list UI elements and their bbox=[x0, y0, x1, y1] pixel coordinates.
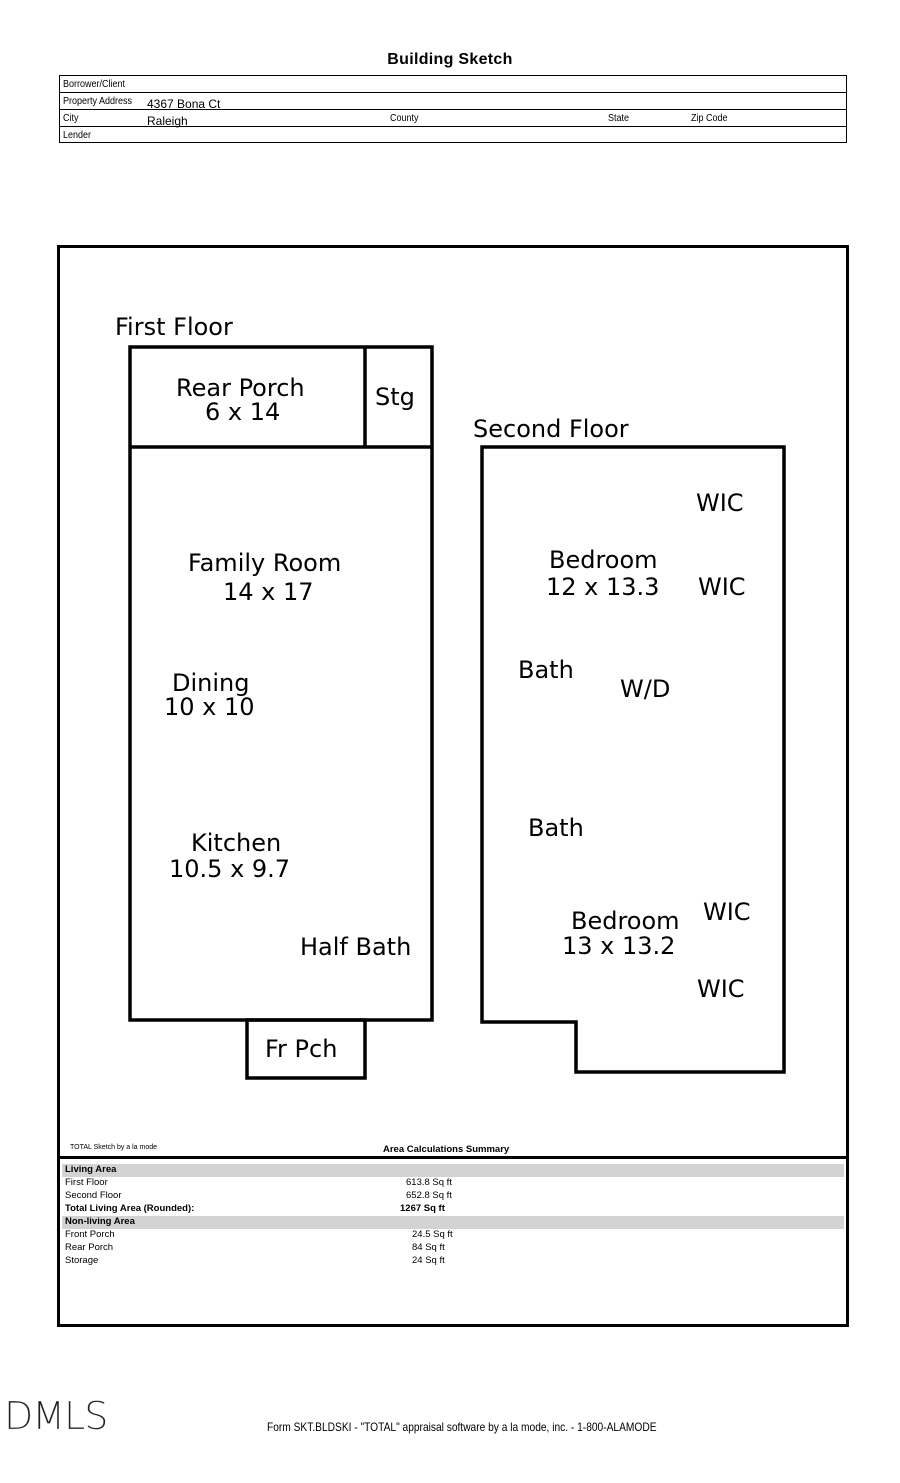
city-value: Raleigh bbox=[147, 114, 188, 128]
wic-1-label: WIC bbox=[696, 489, 744, 517]
washer-dryer-label: W/D bbox=[620, 675, 671, 703]
table-row: Storage 24 Sq ft bbox=[65, 1255, 445, 1266]
bedroom-2-name: Bedroom bbox=[571, 907, 680, 935]
first-floor-label: First Floor bbox=[115, 313, 233, 341]
kitchen-dim: 10.5 x 9.7 bbox=[169, 855, 291, 883]
family-room-name: Family Room bbox=[188, 549, 342, 577]
rear-porch-dim: 6 x 14 bbox=[205, 398, 281, 426]
address-value: 4367 Bona Ct bbox=[147, 97, 221, 111]
living-area-header: Living Area bbox=[62, 1164, 844, 1177]
bedroom-1-dim: 12 x 13.3 bbox=[546, 573, 660, 601]
front-porch-label: Fr Pch bbox=[265, 1035, 338, 1063]
total-living-row: Total Living Area (Rounded): 1267 Sq ft bbox=[65, 1203, 445, 1214]
bath-1-label: Bath bbox=[518, 656, 574, 684]
wic-2-label: WIC bbox=[698, 573, 746, 601]
lender-label: Lender bbox=[63, 130, 92, 141]
summary-title: Area Calculations Summary bbox=[383, 1144, 510, 1155]
state-label: State bbox=[608, 113, 630, 124]
half-bath-label: Half Bath bbox=[300, 933, 412, 961]
storage-label: Stg bbox=[375, 383, 415, 411]
county-label: County bbox=[390, 113, 419, 124]
kitchen-name: Kitchen bbox=[191, 829, 282, 857]
bedroom-2-dim: 13 x 13.2 bbox=[562, 932, 676, 960]
dining-dim: 10 x 10 bbox=[164, 693, 255, 721]
table-row: Second Floor 652.8 Sq ft bbox=[65, 1190, 452, 1201]
page-title: Building Sketch bbox=[387, 51, 513, 68]
city-label: City bbox=[63, 113, 79, 124]
borrower-label: Borrower/Client bbox=[63, 79, 126, 90]
area-summary bbox=[60, 1156, 846, 1327]
dining-name: Dining bbox=[172, 669, 250, 697]
software-note: TOTAL Sketch by a la mode bbox=[70, 1144, 158, 1151]
dmls-logo: DMLS bbox=[4, 1394, 108, 1438]
table-row: Rear Porch 84 Sq ft bbox=[65, 1242, 445, 1253]
second-floor-label: Second Floor bbox=[473, 415, 629, 443]
bath-2-label: Bath bbox=[528, 814, 584, 842]
form-footer: Form SKT.BLDSKI - "TOTAL" appraisal software by a la mode, inc. - 1-800-ALAMODE bbox=[267, 1420, 657, 1434]
rear-porch-name: Rear Porch bbox=[176, 374, 305, 402]
address-label: Property Address bbox=[63, 96, 133, 107]
family-room-dim: 14 x 17 bbox=[223, 578, 314, 606]
bedroom-1-name: Bedroom bbox=[549, 546, 658, 574]
non-living-area-header: Non-living Area bbox=[62, 1216, 844, 1229]
wic-3-label: WIC bbox=[703, 898, 751, 926]
table-row: Front Porch 24.5 Sq ft bbox=[65, 1229, 453, 1240]
zip-label: Zip Code bbox=[691, 113, 728, 124]
wic-4-label: WIC bbox=[697, 975, 745, 1003]
table-row: First Floor 613.8 Sq ft bbox=[65, 1177, 452, 1188]
